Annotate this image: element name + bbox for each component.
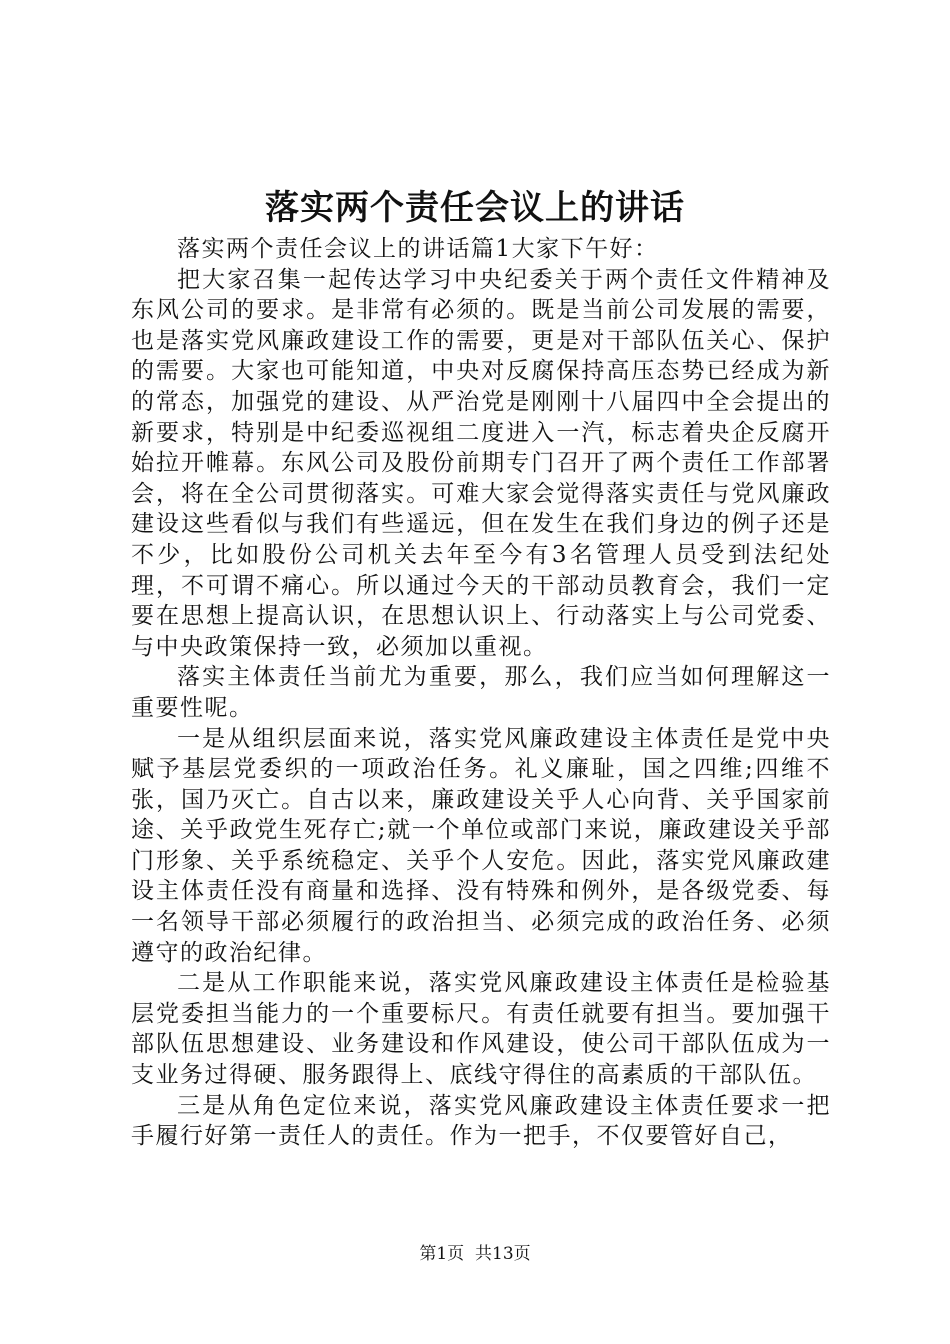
paragraph-greeting: 落实两个责任会议上的讲话篇1大家下午好： <box>177 236 659 262</box>
paragraph-intro: 把大家召集一起传达学习中央纪委关于两个责任文件精神及东风公司的要求。是非常有必须的。既是当前公司发展的需要，也是落实党风廉政建设工作的需要，更是对干部队伍关心、保护的需要。大家也可能知道，中央对反腐保持高压态势已经成为新的常态，加强党的建设、从严治党是刚刚十八届四中全会提出的新要求，特别是中纪委巡视组二度进入一汽，标志着央企反腐开始拉开帷幕。东风公司及股份前期专门召开了两个责任工作部署会，将在全公司贯彻落实。可难大家会觉得落实责任与党风廉政建设这些看似与我们有些遥远，但在发生在我们身边的例子还是不少，比如股份公司机关去年至今有3名管理人员受到法纪处理，不可谓不痛心。所以通过今天的干部动员教育会，我们一定要在思想上提高认识，在思想认识上、行动落实上与公司党委、与中央政策保持一致，必须加以重视。 <box>131 266 831 660</box>
page-number: 第1页 <box>419 1244 465 1264</box>
paragraph-point-three: 三是从角色定位来说，落实党风廉政建设主体责任要求一把手履行好第一责任人的责任。作为一把手，不仅要管好自己， <box>131 1092 831 1150</box>
document-body <box>131 234 831 1152</box>
paragraph-importance: 落实主体责任当前尤为重要，那么，我们应当如何理解这一重要性呢。 <box>131 664 831 721</box>
document-title: 落实两个责任会议上的讲话 <box>265 188 685 228</box>
paragraph-point-two: 二是从工作职能来说，落实党风廉政建设主体责任是检验基层党委担当能力的一个重要标尺。有责任就要有担当。要加强干部队伍思想建设、业务建设和作风建设，使公司干部队伍成为一支业务过得硬、服务跟得上、底线守得住的高素质的干部队伍。 <box>131 970 831 1089</box>
paragraph-point-one: 一是从组织层面来说，落实党风廉政建设主体责任是党中央赋予基层党委织的一项政治任务。礼义廉耻，国之四维;四维不张，国乃灭亡。自古以来，廉政建设关乎人心向背、关乎国家前途、关乎政党生死存亡;就一个单位或部门来说，廉政建设关乎部门形象、关乎系统稳定、关乎个人安危。因此，落实党风廉政建设主体责任没有商量和选择、没有特殊和例外，是各级党委、每一名领导干部必须履行的政治担当、必须完成的政治任务、必须遵守的政治纪律。 <box>131 725 831 966</box>
page-total: 共13页 <box>475 1244 531 1264</box>
page-footer <box>0 1242 950 1266</box>
